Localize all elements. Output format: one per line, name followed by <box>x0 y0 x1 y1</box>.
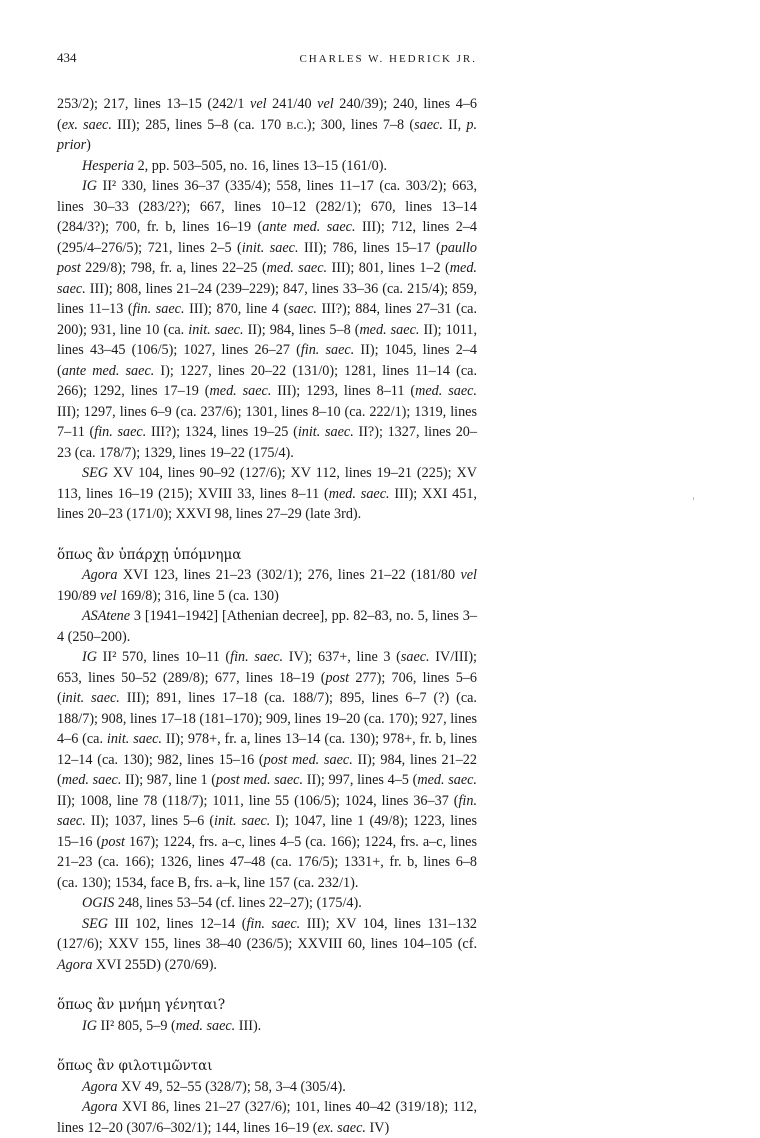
citation-text: II); 1011, lines 43–45 (106/5); 1027, lines 26–27 ( <box>57 321 477 358</box>
citation-text: II² 805, 5–9 ( <box>96 1017 176 1034</box>
italic-text: paullo post <box>57 239 477 276</box>
citation-text: IV/III); 653, lines 50–52 (289/8); 677, lines 18–19 ( <box>57 649 477 686</box>
index-section <box>57 94 477 525</box>
citation-text: 169/8); 316, line 5 (ca. 130) <box>116 587 279 604</box>
citation-entry <box>57 1016 477 1037</box>
italic-text: SEG <box>82 915 109 932</box>
italic-text: ante med. saec. <box>262 219 356 235</box>
italic-text: fin. saec. <box>132 301 185 317</box>
citation-text: 248, lines 53–54 (cf. lines 22–27); (175/4). <box>114 895 362 911</box>
italic-text: OGIS <box>82 895 115 911</box>
citation-text: II); 984, lines 21–22 ( <box>57 751 477 788</box>
italic-text: med. saec. <box>359 321 420 338</box>
italic-text: fin. saec. <box>57 792 477 829</box>
citation-text: XVI 255D) (270/69). <box>92 956 217 973</box>
citation-text: II² 570, lines 10–11 ( <box>96 649 231 665</box>
running-head <box>57 50 477 72</box>
citation-text: II); 984, lines 5–8 ( <box>243 321 360 338</box>
citation-entry <box>57 156 477 177</box>
citation-text: III). <box>235 1017 262 1034</box>
citation-text: III); 1293, lines 8–11 ( <box>271 383 416 399</box>
italic-text: fin. saec. <box>230 649 284 665</box>
citation-entry <box>57 647 477 893</box>
citation-text: ); 300, lines 7–8 ( <box>306 116 415 133</box>
citation-entry <box>57 1077 477 1098</box>
italic-text: init. saec. <box>61 690 120 706</box>
italic-text: Agora <box>57 956 93 973</box>
italic-text: IG <box>82 178 97 194</box>
italic-text: fin. saec. <box>94 424 147 440</box>
citation-text: II); 1037, lines 5–6 ( <box>85 813 215 829</box>
citation-entry <box>57 176 477 463</box>
citation-text: II?); 1327, lines 20–23 (ca. 178/7); 1329, lines 19–22 (175/4). <box>57 424 477 461</box>
italic-text: init. saec. <box>214 813 271 829</box>
italic-text: vel <box>250 96 267 112</box>
italic-text: med. saec. <box>266 260 328 276</box>
citation-text: 3 [1941–1942] [Athenian decree], pp. 82–83, no. 5, lines 3–4 (250–200). <box>57 608 477 645</box>
italic-text: IG <box>82 1017 97 1034</box>
italic-text: SEG <box>82 465 109 481</box>
greek-phrase-heading: ὅπως ἂν φιλοτιμῶνται <box>57 1058 213 1074</box>
citation-text: III); 712, lines 2–4 (295/4–276/5); 721, lines 2–5 ( <box>57 219 477 256</box>
citation-text: II); 1045, lines 2–4 ( <box>57 342 477 379</box>
citation-text: II² 330, lines 36–37 (335/4); 558, lines 11–17 (ca. 303/2); 663, lines 30–33 (283/2?); 667, lines 10–12 (282/1); 670, lines 13–14 (284/3?); 700, fr. b, lines 16–19 ( <box>57 178 477 235</box>
citation-text: III); 808, lines 21–24 (239–229); 847, lines 33–36 (ca. 215/4); 859, lines 11–13 ( <box>57 280 477 317</box>
citation-text: III); 870, line 4 ( <box>184 301 289 317</box>
italic-text: init. saec. <box>241 239 299 256</box>
citation-text: III); 801, lines 1–2 ( <box>327 260 450 276</box>
citation-text: XVI 86, lines 21–27 (327/6); 101, lines 40–42 (319/18); 112, lines 12–20 (307/6–302/1); 144, lines 16–19 ( <box>57 1099 477 1136</box>
index-section <box>57 1056 477 1138</box>
citation-text: 253/2); 217, lines 13–15 (242/1 <box>57 96 251 112</box>
italic-text: post med. saec. <box>263 751 353 768</box>
citation-text: 167); 1224, frs. a–c, lines 4–5 (ca. 166); 1224, frs. a–c, lines 21–23 (ca. 166); 1326, lines 47–48 (ca. 176/5); 1331+, fr. b, lines 6–8 (ca. 130); 1534, face B, frs. a–k, line 157 (ca. 232/1). <box>57 833 478 891</box>
citation-text: III); 1297, lines 6–9 (ca. 237/6); 1301, lines 8–10 (ca. 222/1); 1319, lines 7–11 ( <box>57 403 477 440</box>
italic-text: Agora <box>82 1078 118 1095</box>
italic-text: med. saec. <box>175 1017 236 1034</box>
citation-entry <box>57 1097 477 1138</box>
italic-text: Agora <box>82 1099 118 1115</box>
citation-text: III); 285, lines 5–8 (ca. 170 <box>111 116 287 133</box>
italic-text: fin. saec. <box>300 342 355 358</box>
italic-text: med. saec. <box>328 485 390 502</box>
italic-text: med. saec. <box>417 772 477 788</box>
citation-text: III 102, lines 12–14 ( <box>108 915 247 932</box>
italic-text: init. saec. <box>106 731 162 747</box>
citation-text: 240/39); 240, lines 4–6 ( <box>57 96 477 133</box>
citation-text: 229/8); 798, fr. a, lines 22–25 ( <box>80 260 267 276</box>
italic-text: Hesperia <box>82 157 135 174</box>
index-section <box>57 995 477 1036</box>
citation-entry <box>57 914 477 976</box>
citation-text: III); XXI 451, lines 20–23 (171/0); XXVI 98, lines 27–29 (late 3rd). <box>57 485 477 522</box>
citation-text: III?); 884, lines 27–31 (ca. 200); 931, line 10 (ca. <box>57 301 477 338</box>
italic-text: med. saec. <box>61 772 122 788</box>
italic-text: init. saec. <box>297 424 354 440</box>
italic-text: post <box>325 669 350 686</box>
citation-entry <box>57 606 477 647</box>
book-page <box>57 50 477 1138</box>
greek-phrase-heading: ὅπως ἂν μνήμη γένηται? <box>57 997 226 1013</box>
italic-text: init. saec. <box>188 321 244 338</box>
italic-text: med. saec. <box>415 383 477 399</box>
italic-text: saec. <box>400 649 430 665</box>
citation-text: III); 891, lines 17–18 (ca. 188/7); 895, lines 6–7 (?) (ca. 188/7); 908, lines 17–18 (181–170); 909, lines 19–20 (ca. 170); 927, lines 4–6 (ca. <box>57 690 477 747</box>
italic-text: saec. <box>288 301 317 317</box>
italic-text: ASAtene <box>82 608 131 624</box>
citation-text: ) <box>86 137 91 153</box>
citation-entry <box>57 94 477 156</box>
citation-text: II); 1008, line 78 (118/7); 1011, line 55 (106/5); 1024, lines 36–37 ( <box>57 792 459 809</box>
italic-text: saec. <box>414 116 443 133</box>
citation-text: XVI 123, lines 21–23 (302/1); 276, lines 21–22 (181/80 <box>117 567 461 583</box>
index-section <box>57 545 477 976</box>
italic-text: p. prior <box>57 116 478 153</box>
citation-text: IV); 637+, line 3 ( <box>283 649 401 665</box>
citation-text: 241/40 <box>266 96 318 112</box>
running-head-author: CHARLES W. HEDRICK JR. <box>299 53 477 65</box>
citation-text: I); 1047, line 1 (49/8); 1223, lines 15–16 ( <box>57 813 477 850</box>
citation-text: XV 104, lines 90–92 (127/6); XV 112, lines 19–21 (225); XV 113, lines 16–19 (215); XVIII 33, lines 8–11 ( <box>57 465 477 502</box>
italic-text: ante med. saec. <box>61 362 155 379</box>
citation-text: II); 978+, fr. a, lines 13–14 (ca. 130); 978+, fr. b, lines 12–14 (ca. 130); 982, lines 15–16 ( <box>57 731 477 768</box>
italic-text: med. saec. <box>209 383 272 399</box>
citation-text: II); 987, line 1 ( <box>121 772 216 788</box>
italic-text: vel <box>460 567 477 583</box>
citation-entry <box>57 565 477 606</box>
italic-text: vel <box>317 96 334 112</box>
italic-text: post med. saec. <box>216 772 304 788</box>
citation-entry <box>57 463 477 525</box>
citation-text: IV) <box>365 1119 390 1136</box>
italic-text: post <box>101 833 125 850</box>
citation-text: XV 49, 52–55 (328/7); 58, 3–4 (305/4). <box>117 1078 346 1095</box>
page-number: 434 <box>57 50 77 65</box>
citation-text: I); 1227, lines 20–22 (131/0); 1281, lines 11–14 (ca. 266); 1292, lines 17–19 ( <box>57 362 477 399</box>
greek-phrase-heading: ὅπως ἂν ὑπάρχῃ ὑπόμνημα <box>57 546 242 563</box>
citation-text: II); 997, lines 4–5 ( <box>303 772 418 788</box>
italic-text: vel <box>99 587 117 604</box>
italic-text: ex. saec. <box>61 116 112 133</box>
margin-mark <box>693 497 694 500</box>
citation-text: 2, pp. 503–505, no. 16, lines 13–15 (161/0). <box>134 157 388 174</box>
citation-entry <box>57 893 477 914</box>
citation-text: III); 786, lines 15–17 ( <box>298 239 441 256</box>
italic-text: Agora <box>82 567 118 583</box>
index-list <box>57 94 477 1138</box>
italic-text: fin. saec. <box>246 915 301 932</box>
citation-text: 277); 706, lines 5–6 ( <box>57 669 477 706</box>
italic-text: ex. saec. <box>317 1119 366 1136</box>
citation-text: III); XV 104, lines 131–132 (127/6); XXV 155, lines 38–40 (236/5); XXVIII 60, lines 104–105 (cf. <box>57 915 478 952</box>
citation-text: 190/89 <box>57 587 100 604</box>
citation-text: II, <box>442 116 467 133</box>
small-caps-text: b.c. <box>286 116 307 133</box>
italic-text: IG <box>82 649 97 665</box>
italic-text: med. saec. <box>57 260 477 297</box>
citation-text: III?); 1324, lines 19–25 ( <box>146 424 298 440</box>
